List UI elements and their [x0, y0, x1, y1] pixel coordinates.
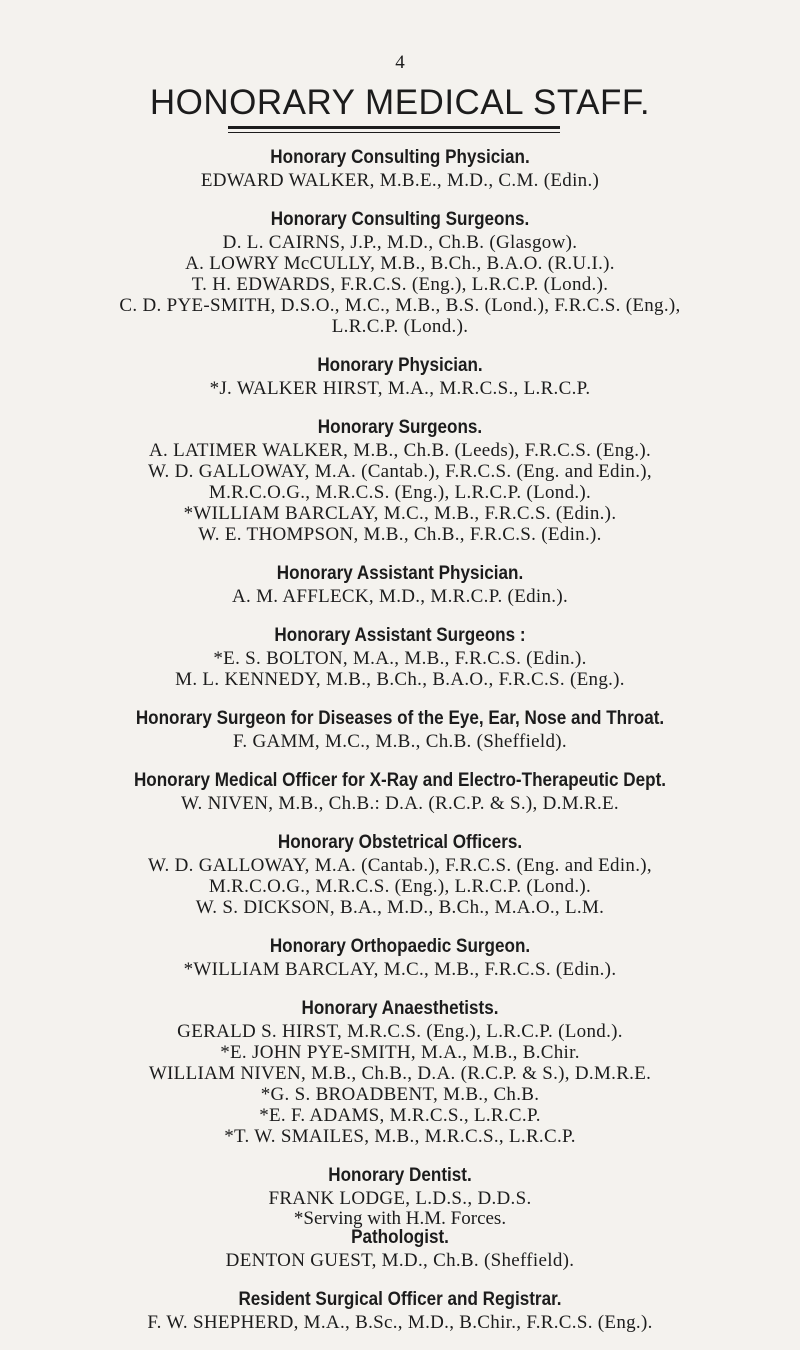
- section-heading: Pathologist.: [351, 1227, 449, 1248]
- staff-section: [0, 769, 800, 814]
- section-heading: Honorary Orthopaedic Surgeon.: [269, 936, 531, 957]
- section-heading: Honorary Assistant Physician.: [276, 563, 524, 584]
- staff-entry-line: F. W. SHEPHERD, M.A., B.Sc., M.D., B.Chir., F.R.C.S. (Eng.).: [147, 1312, 653, 1333]
- page-title: HONORARY MEDICAL STAFF.: [149, 83, 651, 122]
- staff-entry-line: GERALD S. HIRST, M.R.C.S. (Eng.), L.R.C.P. (Lond.).: [177, 1021, 623, 1042]
- staff-entry-line: M.R.C.O.G., M.R.C.S. (Eng.), L.R.C.P. (Lond.).: [208, 876, 592, 897]
- staff-entry-line: W. NIVEN, M.B., Ch.B.: D.A. (R.C.P. & S.), D.M.R.E.: [181, 793, 619, 814]
- staff-entry-line: F. GAMM, M.C., M.B., Ch.B. (Sheffield).: [233, 731, 567, 752]
- staff-section: [0, 1288, 800, 1333]
- staff-section: [0, 562, 800, 607]
- section-heading: Honorary Anaesthetists.: [301, 998, 499, 1019]
- staff-section: [0, 935, 800, 980]
- section-heading: Honorary Consulting Surgeons.: [270, 209, 530, 230]
- footnote: *Serving with H.M. Forces.: [293, 1208, 507, 1229]
- staff-section: [0, 208, 800, 337]
- section-heading: Honorary Obstetrical Officers.: [277, 832, 523, 853]
- staff-section: [0, 707, 800, 752]
- staff-section: [0, 416, 800, 545]
- title-underline: [228, 126, 560, 133]
- section-heading: Honorary Physician.: [317, 355, 483, 376]
- staff-entry-line: C. D. PYE-SMITH, D.S.O., M.C., M.B., B.S. (Lond.), F.R.C.S. (Eng.),: [119, 295, 681, 316]
- staff-section: [0, 146, 800, 191]
- section-heading: Honorary Surgeon for Diseases of the Eye, Ear, Nose and Throat.: [135, 708, 665, 729]
- staff-entry-line: D. L. CAIRNS, J.P., M.D., Ch.B. (Glasgow).: [222, 232, 578, 253]
- staff-entry-line: A. M. AFFLECK, M.D., M.R.C.P. (Edin.).: [231, 586, 569, 607]
- staff-entry-line: *T. W. SMAILES, M.B., M.R.C.S., L.R.C.P.: [224, 1126, 576, 1147]
- staff-entry-line: T. H. EDWARDS, F.R.C.S. (Eng.), L.R.C.P. (Lond.).: [191, 274, 609, 295]
- section-heading: Honorary Consulting Physician.: [270, 147, 530, 168]
- page-number: 4: [395, 52, 405, 73]
- staff-entry-line: M. L. KENNEDY, M.B., B.Ch., B.A.O., F.R.C.S. (Eng.).: [175, 669, 625, 690]
- section-heading: Honorary Surgeons.: [317, 417, 483, 438]
- section-heading: Honorary Dentist.: [328, 1165, 472, 1186]
- staff-entry-line: FRANK LODGE, L.D.S., D.D.S.: [268, 1188, 532, 1209]
- staff-entry-line: W. S. DICKSON, B.A., M.D., B.Ch., M.A.O., L.M.: [195, 897, 605, 918]
- staff-entry-line: *E. F. ADAMS, M.R.C.S., L.R.C.P.: [259, 1105, 541, 1126]
- staff-entry-line: *J. WALKER HIRST, M.A., M.R.C.S., L.R.C.P.: [209, 378, 591, 399]
- staff-entry-line: *G. S. BROADBENT, M.B., Ch.B.: [260, 1084, 540, 1105]
- staff-section: [0, 1164, 800, 1209]
- staff-entry-line: WILLIAM NIVEN, M.B., Ch.B., D.A. (R.C.P. & S.), D.M.R.E.: [148, 1063, 652, 1084]
- section-heading: Honorary Medical Officer for X-Ray and Electro-Therapeutic Dept.: [133, 770, 667, 791]
- staff-entry-line: W. D. GALLOWAY, M.A. (Cantab.), F.R.C.S. (Eng. and Edin.),: [148, 461, 652, 482]
- staff-section: [0, 1226, 800, 1271]
- section-heading: Honorary Assistant Surgeons :: [274, 625, 526, 646]
- staff-entry-line: A. LOWRY McCULLY, M.B., B.Ch., B.A.O. (R.U.I.).: [185, 253, 615, 274]
- staff-entry-line: DENTON GUEST, M.D., Ch.B. (Sheffield).: [225, 1250, 575, 1271]
- staff-entry-line: *E. S. BOLTON, M.A., M.B., F.R.C.S. (Edin.).: [213, 648, 587, 669]
- staff-section: [0, 354, 800, 399]
- staff-section: [0, 831, 800, 918]
- staff-section: [0, 997, 800, 1147]
- staff-entry-line: M.R.C.O.G., M.R.C.S. (Eng.), L.R.C.P. (Lond.).: [208, 482, 592, 503]
- staff-entry-line: W. E. THOMPSON, M.B., Ch.B., F.R.C.S. (Edin.).: [198, 524, 602, 545]
- staff-entry-line: EDWARD WALKER, M.B.E., M.D., C.M. (Edin.): [200, 170, 600, 191]
- section-heading: Resident Surgical Officer and Registrar.: [238, 1289, 562, 1310]
- staff-section: [0, 624, 800, 690]
- staff-list: [0, 146, 800, 1350]
- staff-entry-line: *WILLIAM BARCLAY, M.C., M.B., F.R.C.S. (Edin.).: [183, 503, 617, 524]
- staff-entry-line: *WILLIAM BARCLAY, M.C., M.B., F.R.C.S. (Edin.).: [183, 959, 617, 980]
- staff-entry-line: L.R.C.P. (Lond.).: [331, 316, 469, 337]
- staff-entry-line: A. LATIMER WALKER, M.B., Ch.B. (Leeds), F.R.C.S. (Eng.).: [148, 440, 652, 461]
- staff-entry-line: *E. JOHN PYE-SMITH, M.A., M.B., B.Chir.: [220, 1042, 580, 1063]
- staff-entry-line: W. D. GALLOWAY, M.A. (Cantab.), F.R.C.S. (Eng. and Edin.),: [148, 855, 652, 876]
